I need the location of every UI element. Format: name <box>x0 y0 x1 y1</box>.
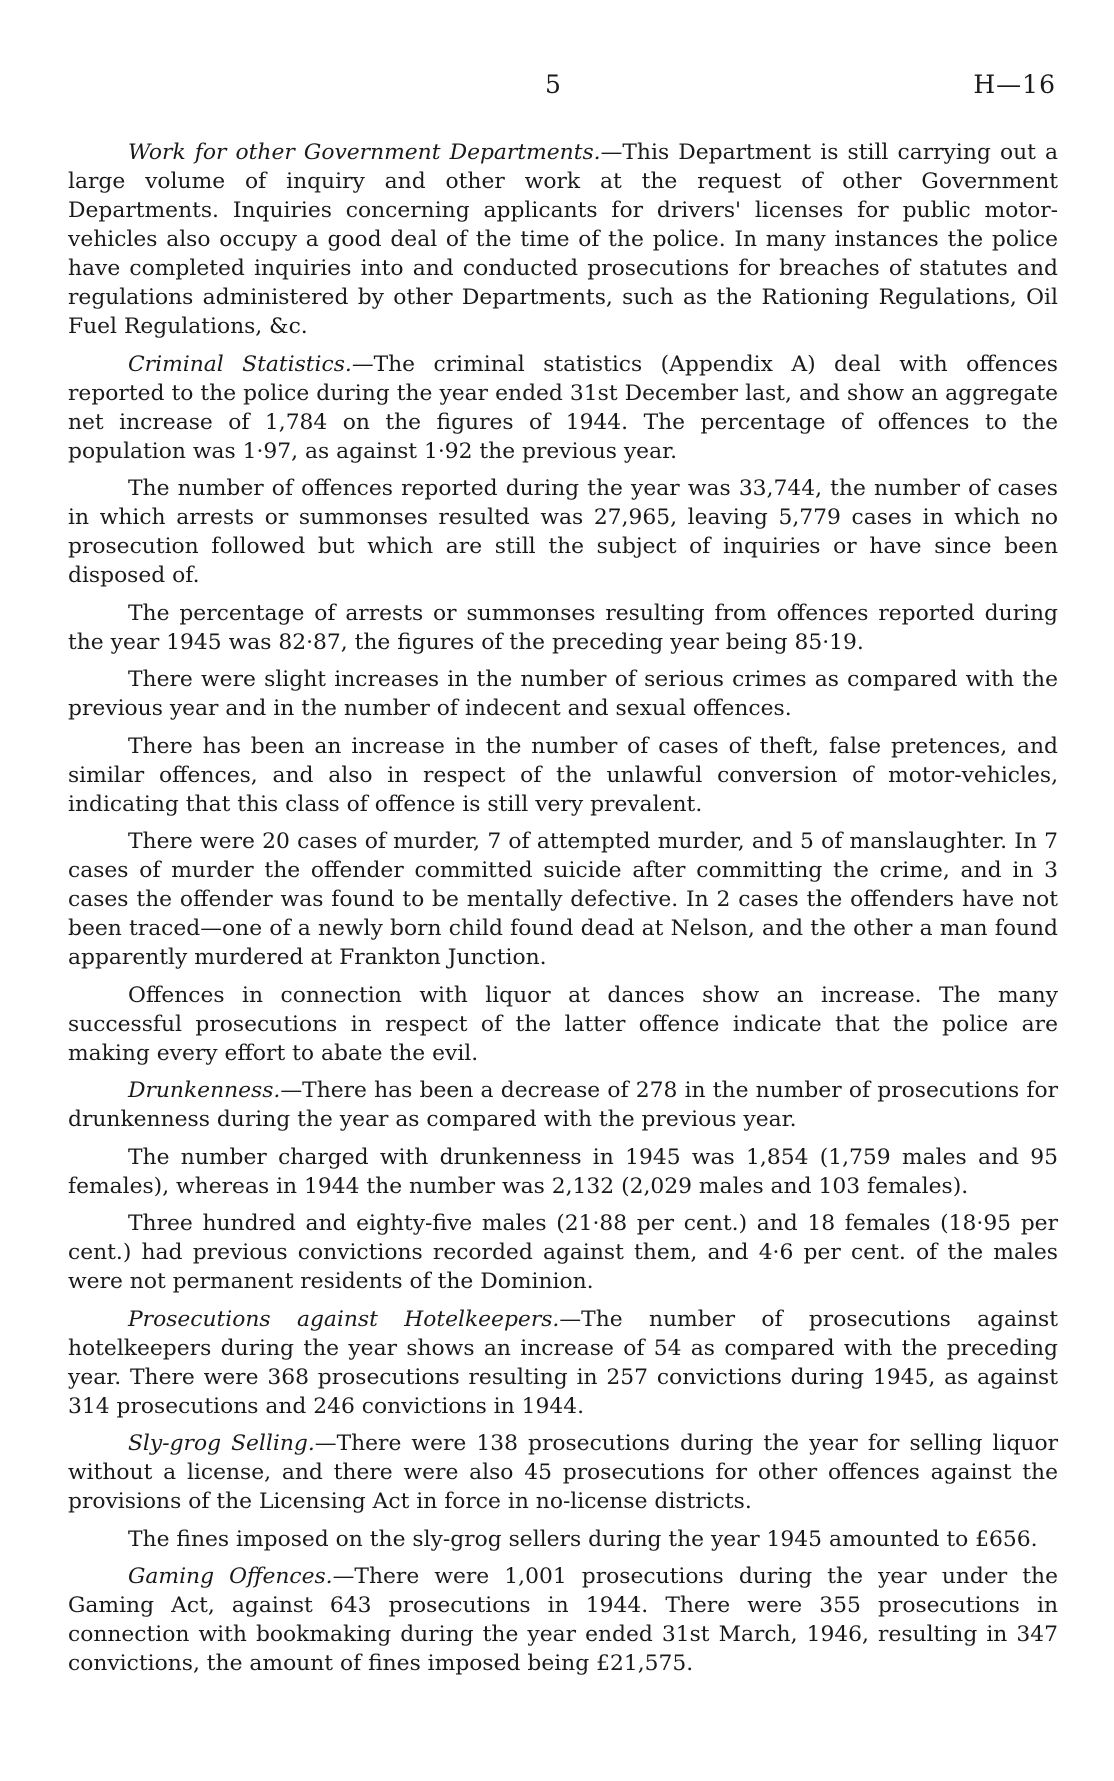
paragraph-text: —There has been a decrease of 278 in the number of prosecutions for drunkenness during the year as compared with the previous year. <box>68 1078 1058 1132</box>
paragraph-sly-grog-selling <box>68 1429 1058 1516</box>
paragraph-work-for-other-departments <box>68 138 1058 341</box>
paragraph-text: The number of offences reported during the year was 33,744, the number of cases in which arrests or summonses resulted was 27,965, leaving 5,779 cases in which no prosecution followed but which are still the subject of inquiries or have since been disposed of. <box>68 476 1058 588</box>
paragraph-text: Offences in connection with liquor at dances show an increase. The many successful prosecutions in respect of the latter offence indicate that the police are making every effort to abate the evil. <box>68 982 1058 1066</box>
paragraph-gaming-offences <box>68 1562 1058 1678</box>
paragraph-heading: Criminal Statistics. <box>128 351 352 377</box>
paragraph <box>68 732 1058 819</box>
paragraph-text: The fines imposed on the sly-grog sellers during the year 1945 amounted to £656. <box>128 1526 1038 1552</box>
paragraph <box>68 981 1058 1068</box>
paragraph <box>68 1525 1058 1554</box>
page-number: 5 <box>545 70 561 99</box>
paragraph <box>68 599 1058 657</box>
paragraph-text: The percentage of arrests or summonses resulting from offences reported during the year 1945 was 82·87, the figures of the preceding year being 85·19. <box>68 600 1058 655</box>
paragraph-criminal-statistics <box>68 350 1058 466</box>
paragraph-text: —The criminal statistics (Appendix A) deal with offences reported to the police during the year ended 31st December last, and show an aggregate net increase of 1,784 on the figures of 1944. The percentage of offences to the population was 1·97, as against 1·92 the previous year. <box>68 351 1058 464</box>
paragraph-text: The number charged with drunkenness in 1945 was 1,854 (1,759 males and 95 females), whereas in 1944 the number was 2,132 (2,029 males and 103 females). <box>68 1144 1058 1199</box>
paragraph-text: Three hundred and eighty-five males (21·88 per cent.) and 18 females (18·95 per cent.) had previous convictions recorded against them, and 4·6 per cent. of the males were not permanent residents of the Dominion. <box>68 1211 1058 1294</box>
paragraph-heading: Gaming Offences. <box>128 1564 333 1589</box>
paragraph-text: —There were 138 prosecutions during the year for selling liquor without a license, and there were also 45 prosecutions for other offences against the provisions of the Licensing Act in force in no-license districts. <box>68 1431 1059 1514</box>
document-body <box>68 138 1058 1687</box>
paragraph-heading: Drunkenness. <box>128 1078 281 1103</box>
paragraph-prosecutions-hotelkeepers <box>68 1305 1058 1421</box>
paragraph-text: There has been an increase in the number of cases of theft, false pretences, and similar offences, and also in respect of the unlawful conversion of motor-vehicles, indicating that this class of offence is still very prevalent. <box>68 733 1058 817</box>
paragraph-heading: Work for other Government Departments. <box>128 140 601 165</box>
paragraph <box>68 827 1058 972</box>
paragraph-text: —There were 1,001 prosecutions during the year under the Gaming Act, against 643 prosecutions in 1944. There were 355 prosecutions in connection with bookmaking during the year ended 31st March, 1946, resulting in 347 convictions, the amount of fines imposed being £21,575. <box>68 1564 1058 1676</box>
paragraph-text: —The number of prosecutions against hotelkeepers during the year shows an increase of 54 as compared with the preceding year. There were 368 prosecutions resulting in 257 convictions during 1945, as against 314 prosecutions and 246 convictions in 1944. <box>68 1306 1059 1419</box>
paragraph <box>68 1209 1058 1296</box>
paragraph <box>68 1143 1058 1201</box>
page-header <box>0 70 1114 110</box>
document-code: H—16 <box>973 70 1056 99</box>
paragraph-drunkenness <box>68 1076 1058 1134</box>
paragraph-text: —This Department is still carrying out a large volume of inquiry and other work at the request of other Government Departments. Inquiries concerning applicants for drivers' licenses for public motor-vehicles also occupy a good deal of the time of the police. In many instances the police have completed inquiries into and conducted prosecutions for breaches of statutes and regulations administered by other Departments, such as the Rationing Regulations, Oil Fuel Regulations, &c. <box>68 140 1059 339</box>
paragraph-text: There were 20 cases of murder, 7 of attempted murder, and 5 of manslaughter. In 7 cases of murder the offender committed suicide after committing the crime, and in 3 cases the offender was found to be mentally defective. In 2 cases the offenders have not been traced—one of a newly born child found dead at Nelson, and the other a man found apparently murdered at Frankton Junction. <box>68 829 1058 970</box>
paragraph <box>68 665 1058 723</box>
paragraph <box>68 474 1058 590</box>
paragraph-heading: Prosecutions against Hotelkeepers. <box>128 1306 560 1332</box>
paragraph-text: There were slight increases in the number of serious crimes as compared with the previous year and in the number of indecent and sexual offences. <box>68 667 1058 721</box>
paragraph-heading: Sly-grog Selling. <box>128 1431 315 1456</box>
